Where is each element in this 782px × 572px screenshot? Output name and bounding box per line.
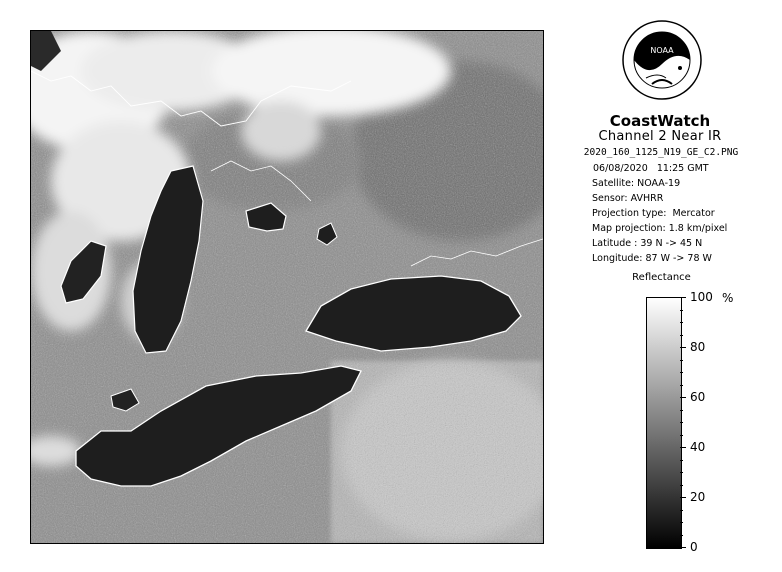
colorbar-minor-tick (680, 335, 683, 336)
colorbar-tick-label: 100 (690, 290, 713, 304)
satellite-image (31, 31, 543, 543)
colorbar-tick (680, 397, 686, 398)
latitude-range-label: Latitude : 39 N -> 45 N (592, 238, 703, 249)
colorbar-tick-label: 0 (690, 540, 698, 554)
colorbar-tick (680, 297, 686, 298)
colorbar-title: Reflectance (632, 272, 691, 283)
colorbar-tick-label: 20 (690, 490, 706, 504)
colorbar-tick (680, 547, 686, 548)
colorbar-minor-tick (680, 422, 683, 423)
colorbar-tick (680, 347, 686, 348)
map-projection-label: Map projection: 1.8 km/pixel (592, 223, 728, 234)
projection-type-label: Projection type: Mercator (592, 208, 715, 219)
colorbar-minor-tick (680, 435, 683, 436)
colorbar-minor-tick (680, 460, 683, 461)
colorbar-minor-tick (680, 310, 683, 311)
colorbar-minor-tick (680, 410, 683, 411)
colorbar-minor-tick (680, 472, 683, 473)
noaa-logo-text: NOAA (650, 46, 674, 55)
colorbar-minor-tick (680, 522, 683, 523)
product-subtitle: Channel 2 Near IR (598, 129, 722, 144)
acquisition-datetime: 06/08/2020 11:25 GMT (593, 163, 709, 174)
satellite-label: Satellite: NOAA-19 (592, 178, 681, 189)
reflectance-colorbar (646, 297, 682, 549)
colorbar-tick-label: 40 (690, 440, 706, 454)
satellite-map (30, 30, 544, 544)
colorbar-minor-tick (680, 485, 683, 486)
colorbar-minor-tick (680, 322, 683, 323)
image-filename: 2020_160_1125_N19_GE_C2.PNG (583, 147, 739, 158)
colorbar-tick-label: 80 (690, 340, 706, 354)
colorbar-tick (680, 447, 686, 448)
colorbar-minor-tick (680, 385, 683, 386)
colorbar-unit: % (722, 291, 734, 305)
noaa-logo (622, 20, 702, 104)
colorbar-minor-tick (680, 360, 683, 361)
colorbar-tick-label: 60 (690, 390, 706, 404)
sensor-label: Sensor: AVHRR (592, 193, 664, 204)
colorbar-minor-tick (680, 535, 683, 536)
colorbar-minor-tick (680, 510, 683, 511)
colorbar-minor-tick (680, 372, 683, 373)
colorbar-tick (680, 497, 686, 498)
longitude-range-label: Longitude: 87 W -> 78 W (592, 253, 712, 264)
product-title: CoastWatch (609, 112, 711, 130)
